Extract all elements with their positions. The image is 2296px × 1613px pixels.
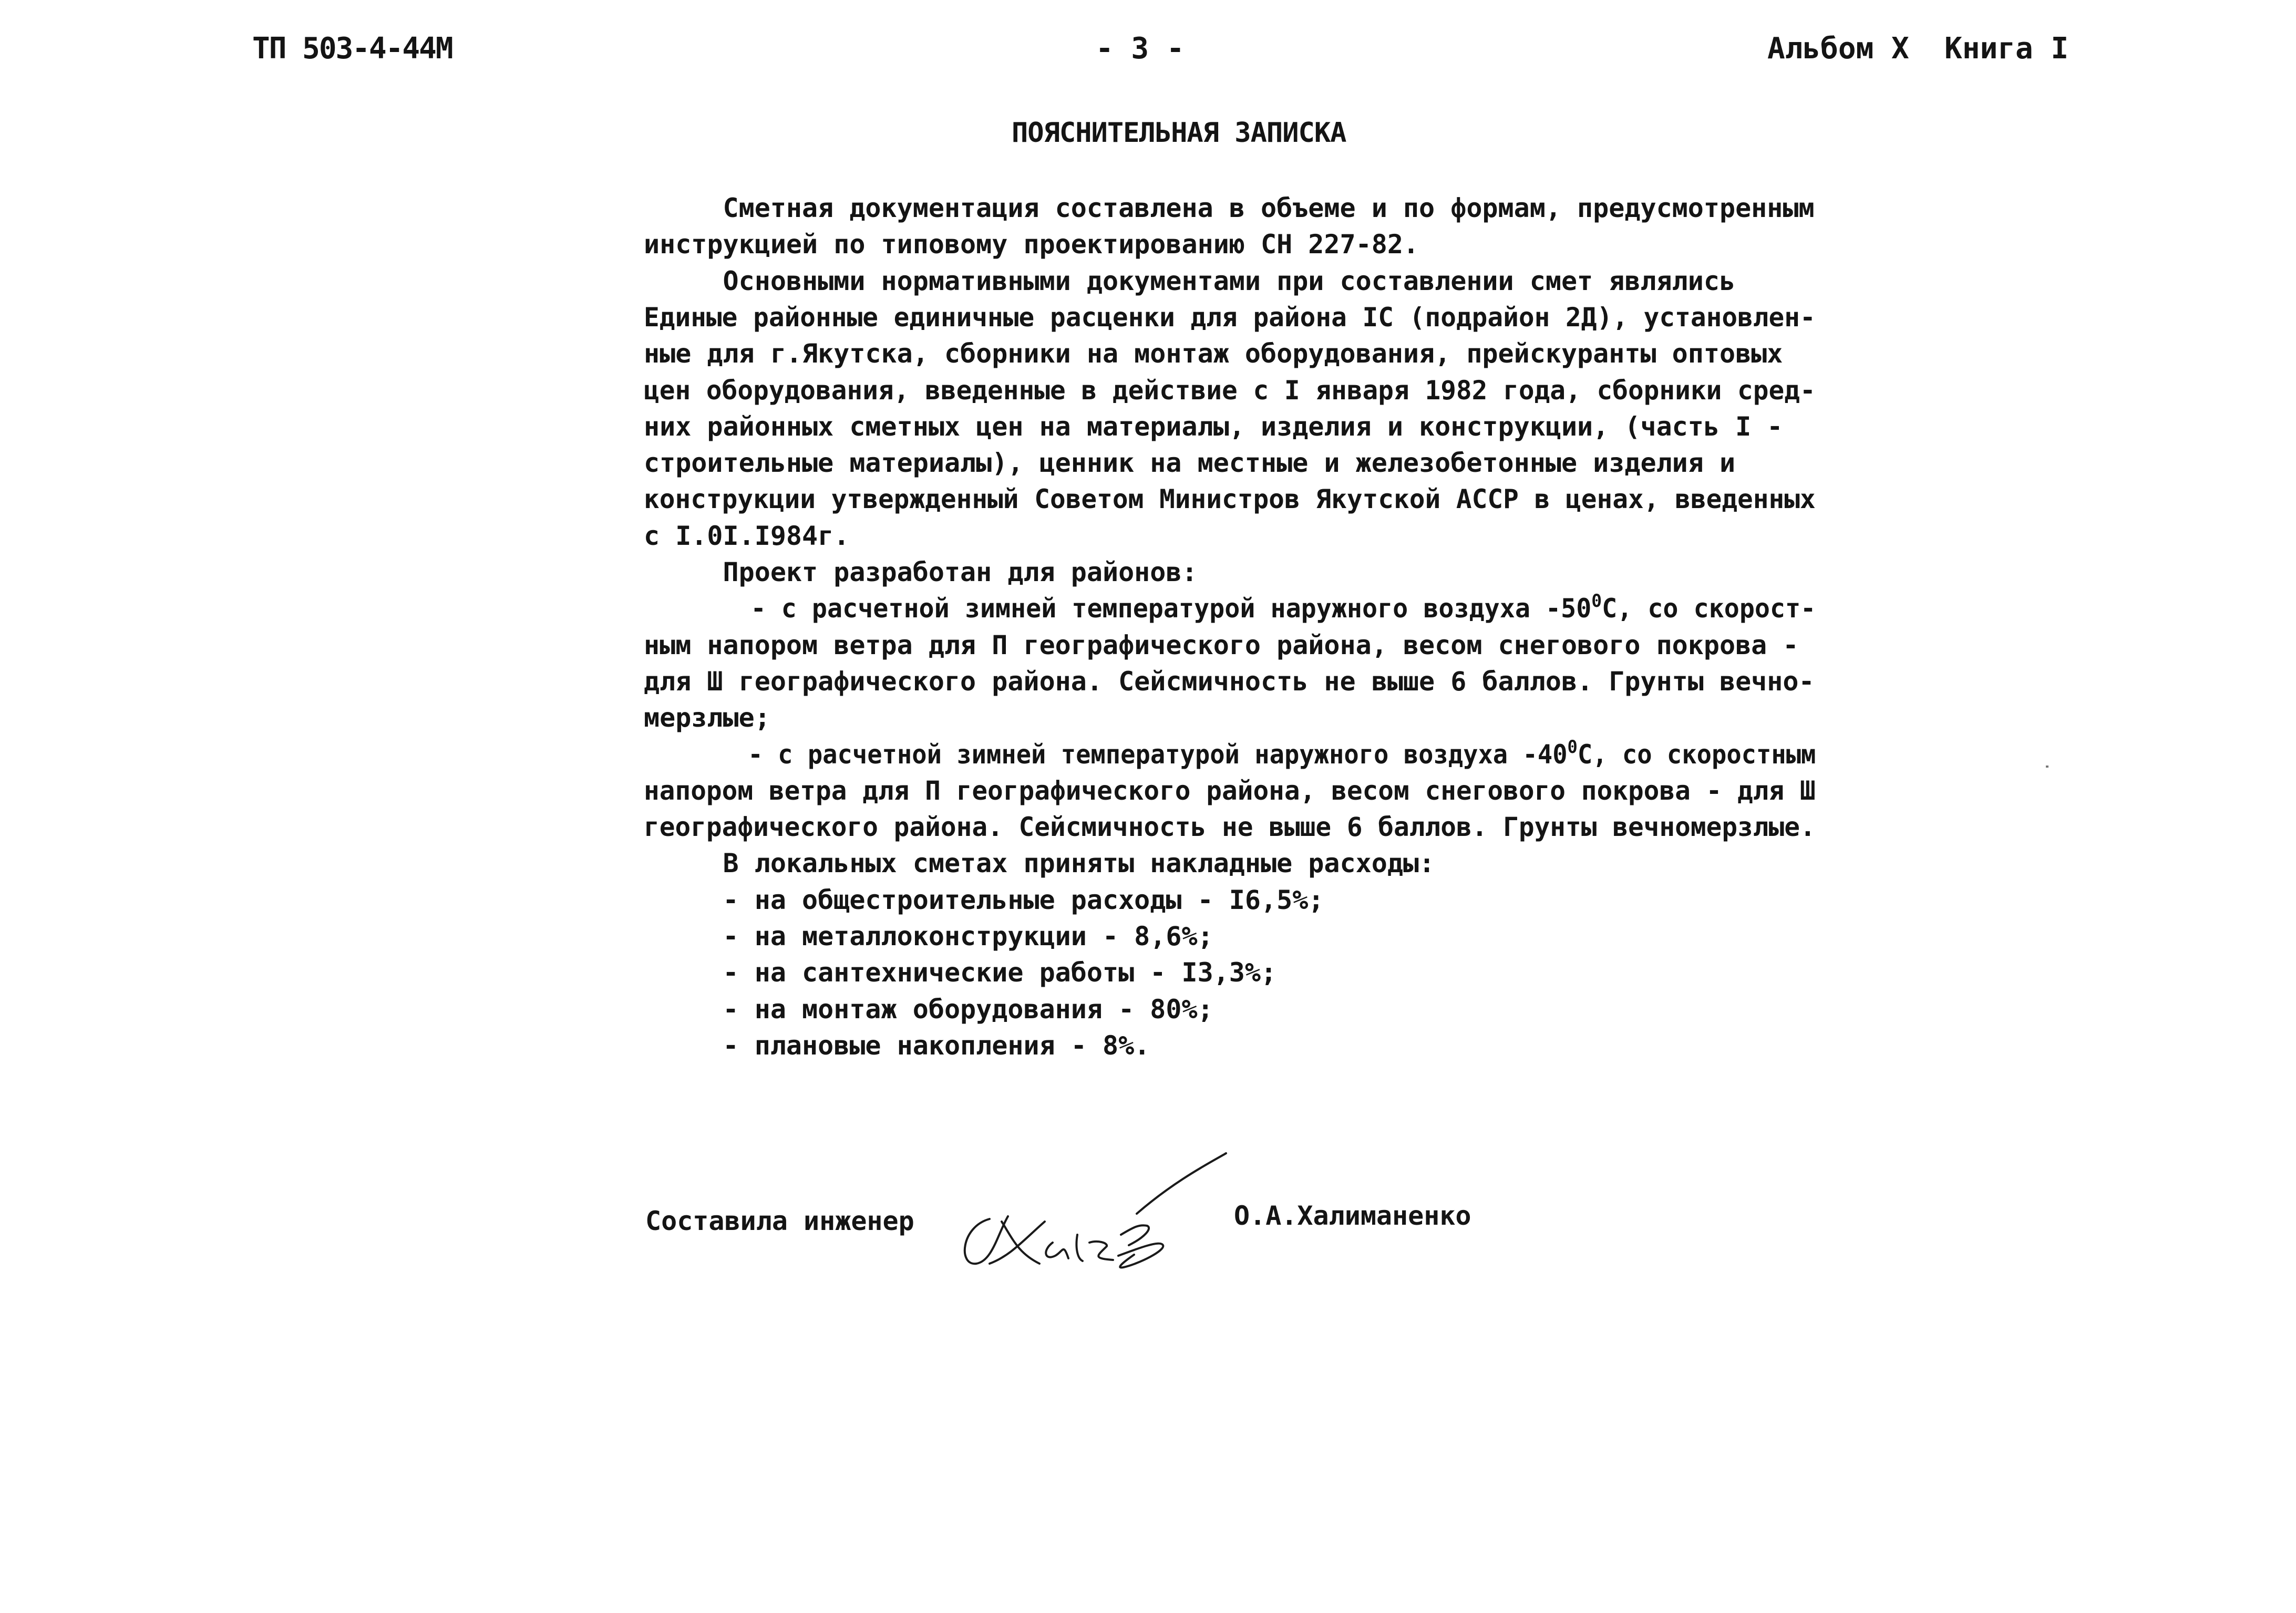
body-line xyxy=(644,809,1816,845)
body-line-text: географического района. Сейсмичность не выше 6 баллов. Грунты вечномерзлые. xyxy=(644,812,1816,842)
body-line-text-cont: С, со скоростным xyxy=(1577,739,1816,770)
body-line-text: - с расчетной зимней температурой наружного воздуха -40 xyxy=(644,739,1568,770)
body-line-text: - на сантехнические работы - I3,3%; xyxy=(644,957,1277,988)
body-line-text: инструкцией по типовому проектированию СН 227-82. xyxy=(644,229,1419,260)
page-number: - 3 - xyxy=(1096,32,1185,66)
body-line-text: строительные материалы), ценник на местные и железобетонные изделия и xyxy=(644,448,1736,478)
body-line-text: ным напором ветра для П географического района, весом снегового покрова - xyxy=(644,630,1799,660)
scan-speck xyxy=(2046,766,2048,768)
body-line xyxy=(644,299,1816,335)
body-line xyxy=(644,518,849,554)
body-line xyxy=(644,373,1816,408)
body-line-text: Основными нормативными документами при составлении смет являлись xyxy=(644,266,1736,296)
body-line xyxy=(644,664,1815,699)
body-line-text: конструкции утвержденный Советом Министров Якутской АССР в ценах, введенных xyxy=(644,484,1816,514)
handwritten-signature xyxy=(940,1130,1234,1298)
body-line xyxy=(644,918,1213,954)
body-line-text: В локальных сметах приняты накладные расходы: xyxy=(644,848,1435,878)
body-line-text-cont: С, со скорост- xyxy=(1602,593,1816,624)
body-line-text: Проект разработан для районов: xyxy=(644,557,1198,587)
body-line xyxy=(644,409,1783,444)
body-line xyxy=(644,955,1276,990)
body-line xyxy=(644,445,1735,481)
body-line xyxy=(644,336,1783,371)
body-line xyxy=(644,190,1815,226)
body-line xyxy=(644,991,1213,1027)
body-line-text: - с расчетной зимней температурой наружного воздуха -50 xyxy=(644,593,1592,624)
body-line xyxy=(644,263,1735,299)
document-code: ТП 503-4-44М xyxy=(252,32,452,66)
body-line-text: - плановые накопления - 8%. xyxy=(644,1030,1150,1061)
album-reference: Альбом X Книга I xyxy=(1767,32,2069,66)
signature-name: О.А.Халиманенко xyxy=(1234,1201,1471,1231)
body-line-text: - на общестроительные расходы - I6,5%; xyxy=(644,885,1324,915)
body-line xyxy=(644,882,1324,918)
body-line xyxy=(644,700,770,736)
body-line-text: для Ш географического района. Сейсмичность не выше 6 баллов. Грунты вечно- xyxy=(644,666,1815,697)
degree-superscript: 0 xyxy=(1591,591,1602,612)
body-line xyxy=(644,481,1816,517)
body-line-text: мерзлые; xyxy=(644,702,770,733)
body-line xyxy=(644,627,1799,663)
body-line-text: - на металлоконструкции - 8,6%; xyxy=(644,921,1213,952)
signature-label: Составила инженер xyxy=(645,1206,914,1236)
body-line-text: - на монтаж оборудования - 80%; xyxy=(644,994,1213,1025)
body-line xyxy=(644,1028,1150,1063)
body-line-text: с I.0I.I984г. xyxy=(644,521,850,551)
body-line-text: Единые районные единичные расценки для района IС (подрайон 2Д), установлен- xyxy=(644,302,1816,333)
degree-superscript: 0 xyxy=(1567,737,1578,758)
body-line xyxy=(644,226,1419,262)
body-line-text: них районных сметных цен на материалы, изделия и конструкции, (часть I - xyxy=(644,411,1783,442)
body-line-text: Сметная документация составлена в объеме и по формам, предусмотренным xyxy=(644,193,1815,223)
body-line-text: напором ветра для П географического района, весом снегового покрова - для Ш xyxy=(644,776,1816,806)
body-line-text: цен оборудования, введенные в действие с I января 1982 года, сборники сред- xyxy=(644,375,1816,406)
body-line xyxy=(644,845,1435,881)
body-line-text: ные для г.Якутска, сборники на монтаж оборудования, прейскуранты оптовых xyxy=(644,338,1783,369)
body-line xyxy=(644,554,1198,590)
signature-block xyxy=(645,1203,1539,1319)
body-line xyxy=(644,737,1816,772)
body-line xyxy=(644,773,1816,809)
body-line xyxy=(644,591,1816,626)
page-title: ПОЯСНИТЕЛЬНАЯ ЗАПИСКА xyxy=(1012,117,1346,149)
